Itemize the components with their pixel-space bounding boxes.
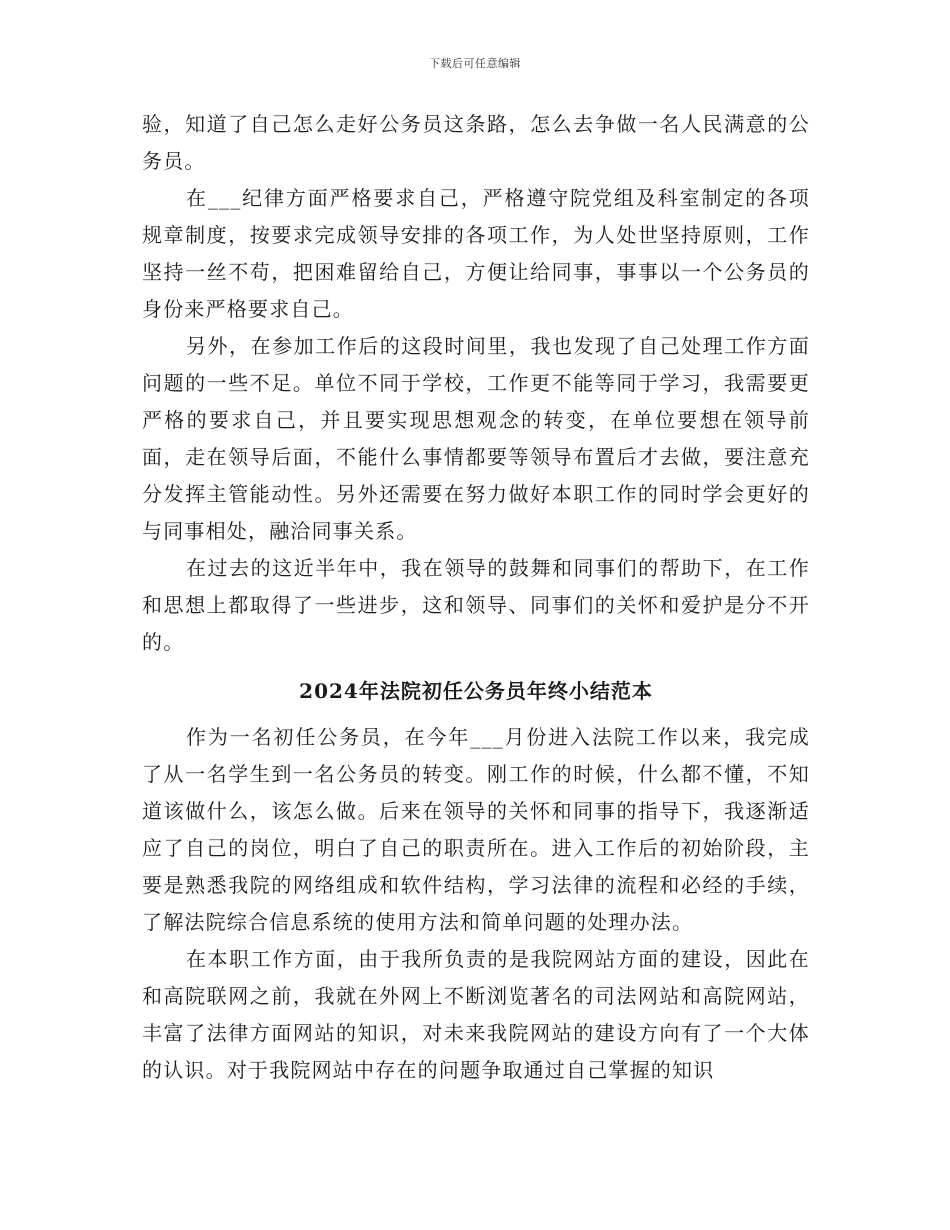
paragraph: 另外，在参加工作后的这段时间里，我也发现了自己处理工作方面问题的一些不足。单位不同于学校，工作更不能等同于学习，我需要更严格的要求自己，并且要实现思想观念的转变，在单位要想在领导前面，走在领导后面，不能什么事情都要等领导布置后才去做，要注意充分发挥主管能动性。另外还需要在努力做好本职工作的同时学会更好的与同事相处，融洽同事关系。 — [142, 334, 810, 543]
paragraph: 验，知道了自己怎么走好公务员这条路，怎么去争做一名人民满意的公务员。 — [142, 112, 810, 173]
section-title: 2024年法院初任公务员年终小结范本 — [299, 679, 653, 703]
paragraph: 在本职工作方面，由于我所负责的是我院网站方面的建设，因此在和高院联网之前，我就在外网上不断浏览著名的司法网站和高院网站，丰富了法律方面网站的知识，对未来我院网站的建设方向有了一个大体的认识。对于我院网站中存在的问题争取通过自己掌握的知识 — [142, 947, 810, 1082]
paragraph: 在___纪律方面严格要求自己，严格遵守院党组及科室制定的各项规章制度，按要求完成领导安排的各项工作，为人处世坚持原则，工作坚持一丝不苟，把困难留给自己，方便让给同事，事事以一个公务员的身份来严格要求自己。 — [142, 186, 810, 321]
paragraph: 在过去的这近半年中，我在领导的鼓舞和同事们的帮助下，在工作和思想上都取得了一些进步，这和领导、同事们的关怀和爱护是分不开的。 — [142, 556, 810, 654]
document-body — [142, 106, 810, 1089]
paragraph: 作为一名初任公务员，在今年___月份进入法院工作以来，我完成了从一名学生到一名公务员的转变。刚工作的时候，什么都不懂，不知道该做什么，该怎么做。后来在领导的关怀和同事的指导下，我逐渐适应了自己的岗位，明白了自己的职责所在。进入工作后的初始阶段，主要是熟悉我院的网络组成和软件结构，学习法律的流程和必经的手续，了解法院综合信息系统的使用方法和简单问题的处理办法。 — [142, 725, 810, 934]
page-header: 下载后可任意编辑 — [429, 57, 521, 70]
